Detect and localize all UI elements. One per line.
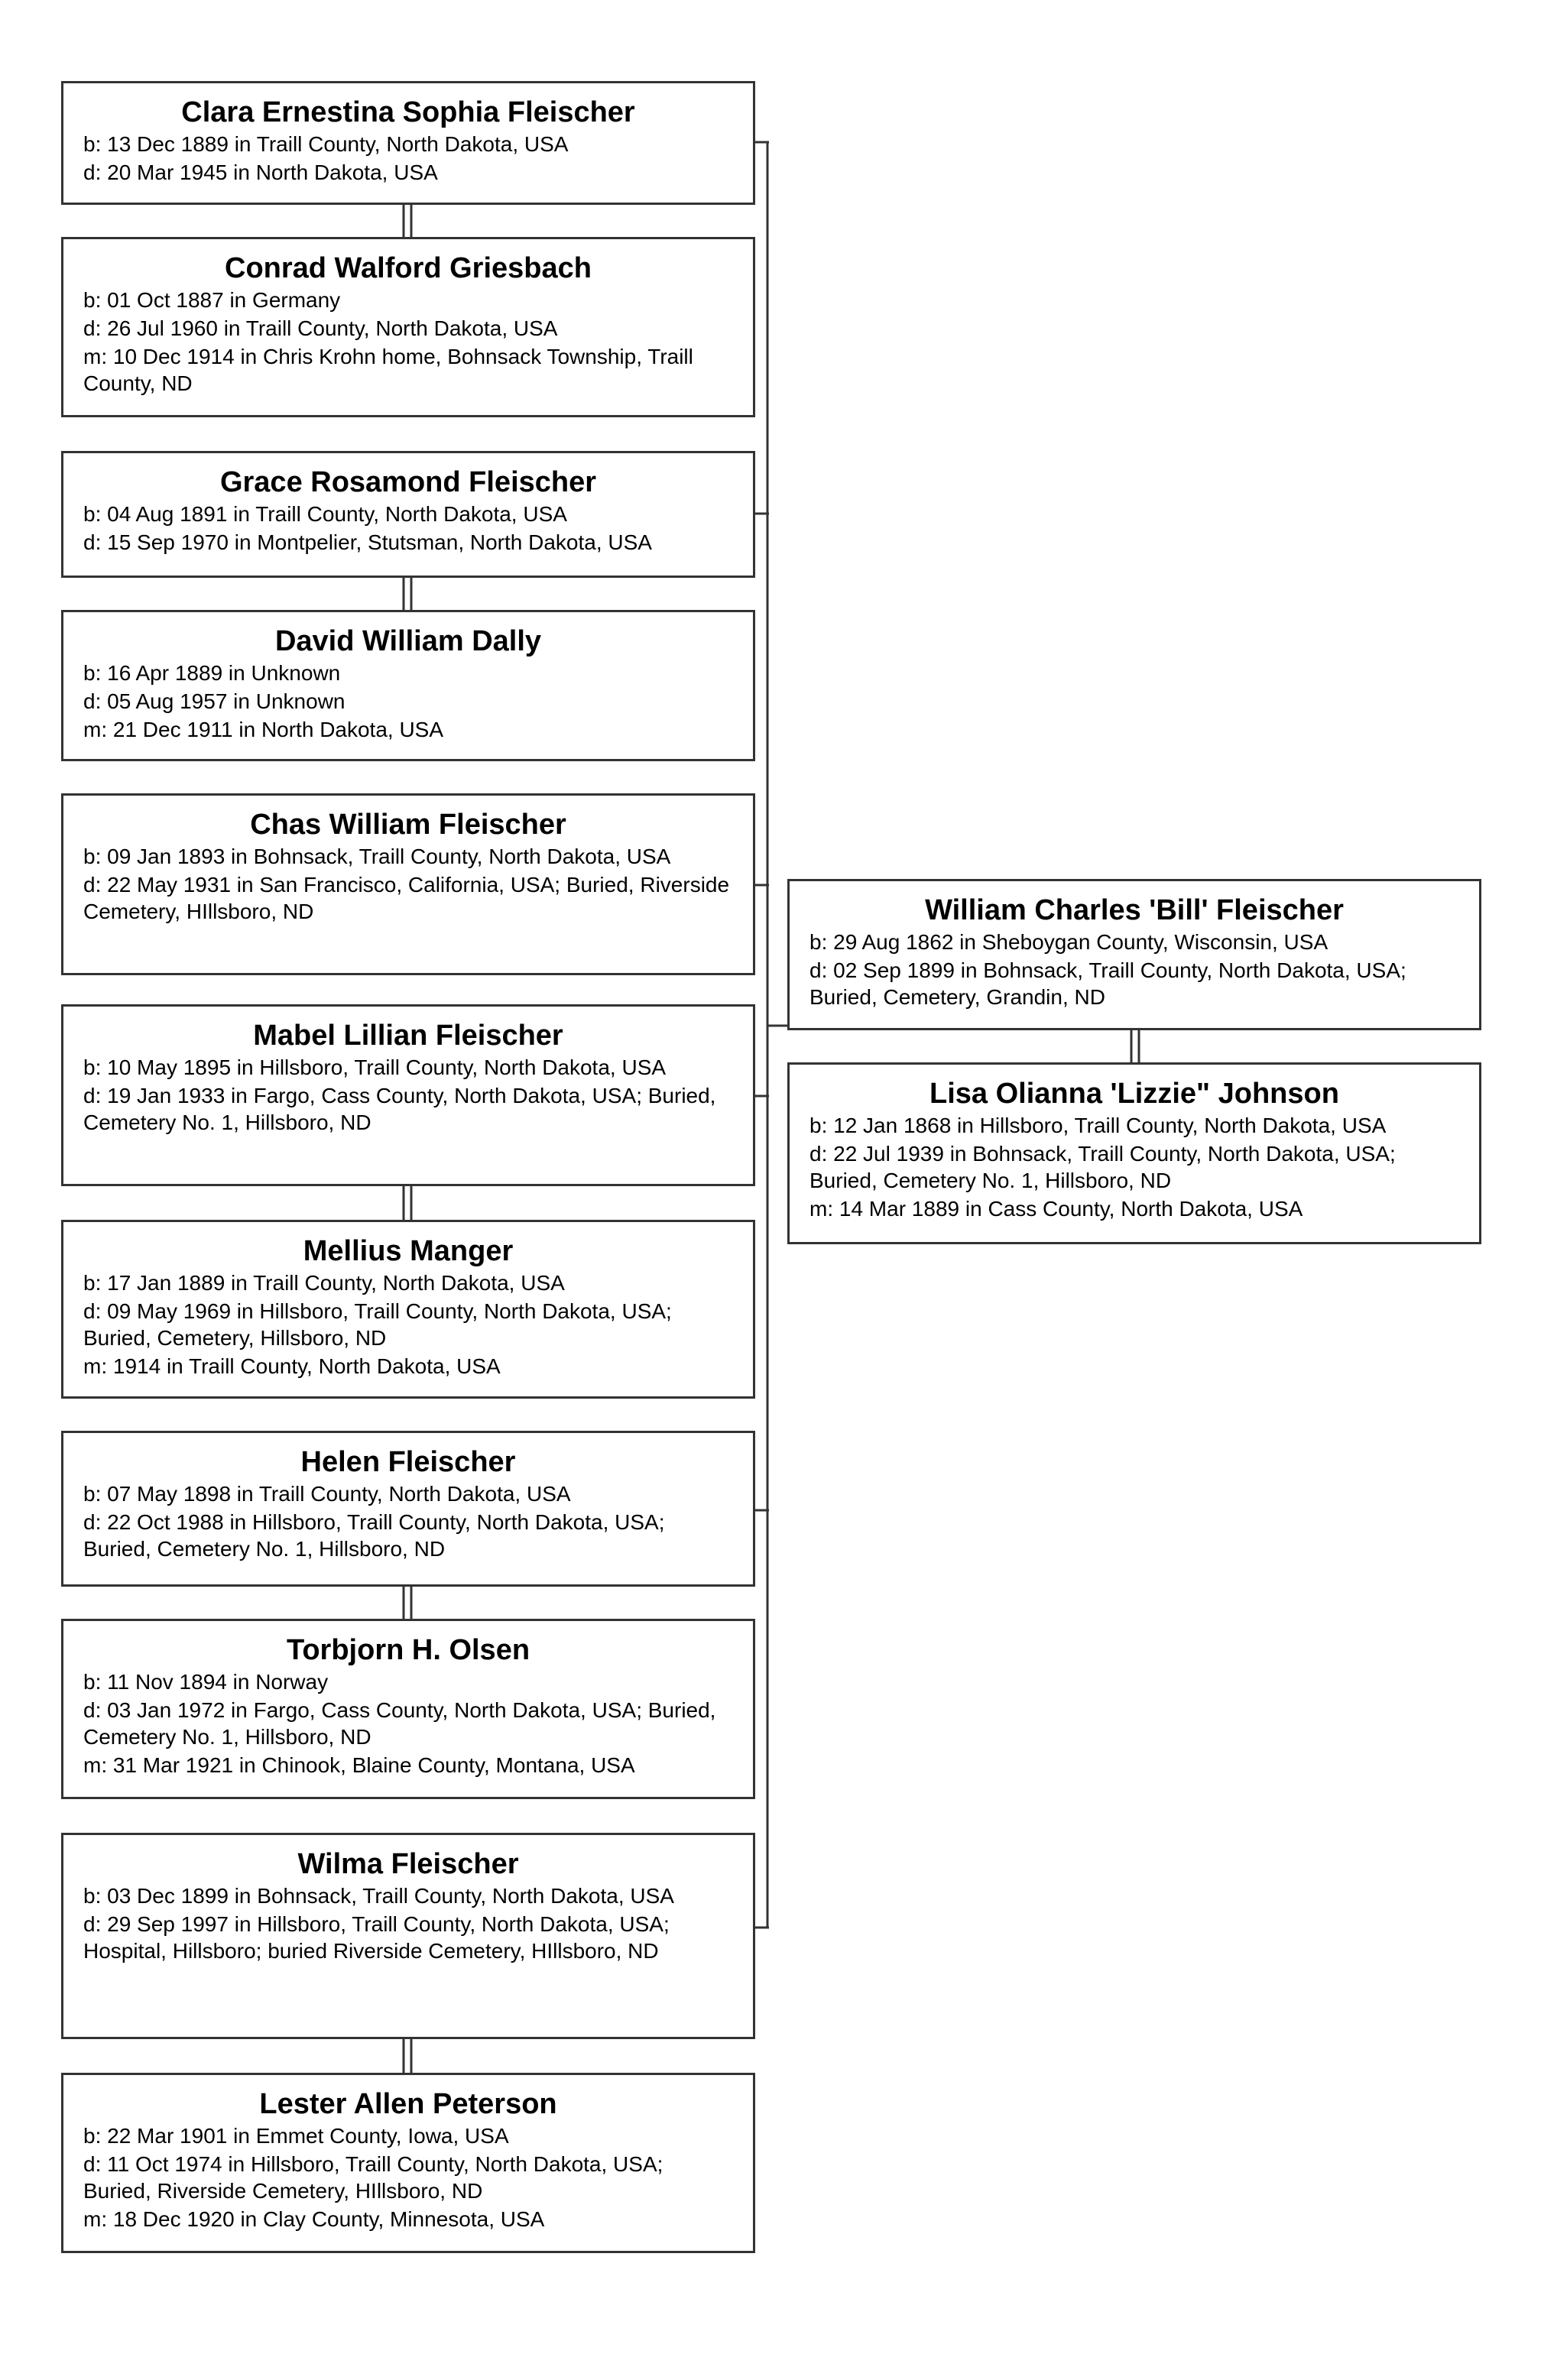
death-info: d: 02 Sep 1899 in Bohnsack, Traill County, North Dakota, USA; Buried, Cemetery, Grandin, ND	[809, 958, 1406, 1009]
person-card-torbjorn[interactable]	[61, 1619, 755, 1799]
death-info: d: 26 Jul 1960 in Traill County, North Dakota, USA	[83, 316, 558, 340]
person-name: Clara Ernestina Sophia Fleischer	[181, 96, 635, 128]
person-name: David William Dally	[274, 625, 542, 657]
person-name: Chas William Fleischer	[250, 809, 566, 841]
death-info: d: 29 Sep 1997 in Hillsboro, Traill County, North Dakota, USA; Hospital, Hillsboro; buried Riverside Cemetery, HIllsboro, ND	[83, 1912, 670, 1963]
person-card-wilma[interactable]	[61, 1833, 755, 2039]
birth-info: b: 17 Jan 1889 in Traill County, North Dakota, USA	[83, 1271, 565, 1295]
person-name: Helen Fleischer	[300, 1446, 516, 1478]
marriage-info: m: 10 Dec 1914 in Chris Krohn home, Bohnsack Township, Traill County, ND	[83, 345, 693, 395]
marriage-info: m: 1914 in Traill County, North Dakota, USA	[83, 1354, 501, 1378]
birth-info: b: 01 Oct 1887 in Germany	[83, 288, 341, 312]
marriage-info: m: 18 Dec 1920 in Clay County, Minnesota, USA	[83, 2207, 545, 2231]
person-card-lisa[interactable]	[787, 1062, 1481, 1244]
person-card-helen[interactable]	[61, 1431, 755, 1587]
person-card-chas[interactable]	[61, 793, 755, 975]
birth-info: b: 09 Jan 1893 in Bohnsack, Traill County, North Dakota, USA	[83, 845, 671, 868]
person-card-grace[interactable]	[61, 451, 755, 578]
birth-info: b: 29 Aug 1862 in Sheboygan County, Wisconsin, USA	[809, 930, 1329, 954]
person-card-lester[interactable]	[61, 2073, 755, 2253]
birth-info: b: 13 Dec 1889 in Traill County, North Dakota, USA	[83, 132, 569, 156]
death-info: d: 03 Jan 1972 in Fargo, Cass County, North Dakota, USA; Buried, Cemetery No. 1, Hillsboro, ND	[83, 1698, 716, 1749]
birth-info: b: 16 Apr 1889 in Unknown	[83, 661, 341, 685]
person-card-mabel[interactable]	[61, 1004, 755, 1186]
birth-info: b: 12 Jan 1868 in Hillsboro, Traill County, North Dakota, USA	[809, 1114, 1387, 1137]
birth-info: b: 22 Mar 1901 in Emmet County, Iowa, USA	[83, 2124, 509, 2148]
person-card-david[interactable]	[61, 610, 755, 761]
death-info: d: 20 Mar 1945 in North Dakota, USA	[83, 161, 438, 184]
death-info: d: 05 Aug 1957 in Unknown	[83, 689, 346, 713]
person-name: Torbjorn H. Olsen	[286, 1634, 530, 1666]
death-info: d: 19 Jan 1933 in Fargo, Cass County, North Dakota, USA; Buried, Cemetery No. 1, Hillsboro, ND	[83, 1084, 716, 1134]
birth-info: b: 03 Dec 1899 in Bohnsack, Traill County, North Dakota, USA	[83, 1884, 674, 1908]
death-info: d: 09 May 1969 in Hillsboro, Traill County, North Dakota, USA; Buried, Cemetery, Hillsboro, ND	[83, 1299, 672, 1350]
person-card-clara[interactable]	[61, 81, 755, 205]
person-name: Mellius Manger	[303, 1235, 514, 1267]
birth-info: b: 11 Nov 1894 in Norway	[83, 1670, 329, 1694]
death-info: d: 11 Oct 1974 in Hillsboro, Traill County, North Dakota, USA; Buried, Riverside Cemetery, HIllsboro, ND	[83, 2152, 663, 2203]
person-name: Lester Allen Peterson	[259, 2088, 557, 2120]
person-card-conrad[interactable]	[61, 237, 755, 417]
death-info: d: 22 Jul 1939 in Bohnsack, Traill County, North Dakota, USA; Buried, Cemetery No. 1, Hillsboro, ND	[809, 1142, 1396, 1192]
birth-info: b: 04 Aug 1891 in Traill County, North Dakota, USA	[83, 502, 567, 526]
person-card-mellius[interactable]	[61, 1220, 755, 1399]
person-name: Lisa Olianna 'Lizzie" Johnson	[929, 1078, 1339, 1110]
birth-info: b: 07 May 1898 in Traill County, North Dakota, USA	[83, 1482, 571, 1506]
birth-info: b: 10 May 1895 in Hillsboro, Traill County, North Dakota, USA	[83, 1055, 667, 1079]
marriage-info: m: 14 Mar 1889 in Cass County, North Dakota, USA	[809, 1197, 1303, 1221]
person-name: Grace Rosamond Fleischer	[219, 466, 597, 498]
death-info: d: 22 May 1931 in San Francisco, California, USA; Buried, Riverside Cemetery, HIllsboro, ND	[83, 873, 730, 923]
person-name: Conrad Walford Griesbach	[225, 252, 592, 284]
person-name: Mabel Lillian Fleischer	[253, 1020, 563, 1052]
death-info: d: 15 Sep 1970 in Montpelier, Stutsman, North Dakota, USA	[83, 530, 652, 554]
marriage-info: m: 21 Dec 1911 in North Dakota, USA	[83, 718, 444, 741]
person-name: Wilma Fleischer	[297, 1848, 519, 1880]
death-info: d: 22 Oct 1988 in Hillsboro, Traill County, North Dakota, USA; Buried, Cemetery No. 1, Hillsboro, ND	[83, 1510, 665, 1561]
marriage-info: m: 31 Mar 1921 in Chinook, Blaine County, Montana, USA	[83, 1753, 635, 1777]
person-card-william[interactable]	[787, 879, 1481, 1030]
person-name: William Charles 'Bill' Fleischer	[925, 894, 1344, 926]
